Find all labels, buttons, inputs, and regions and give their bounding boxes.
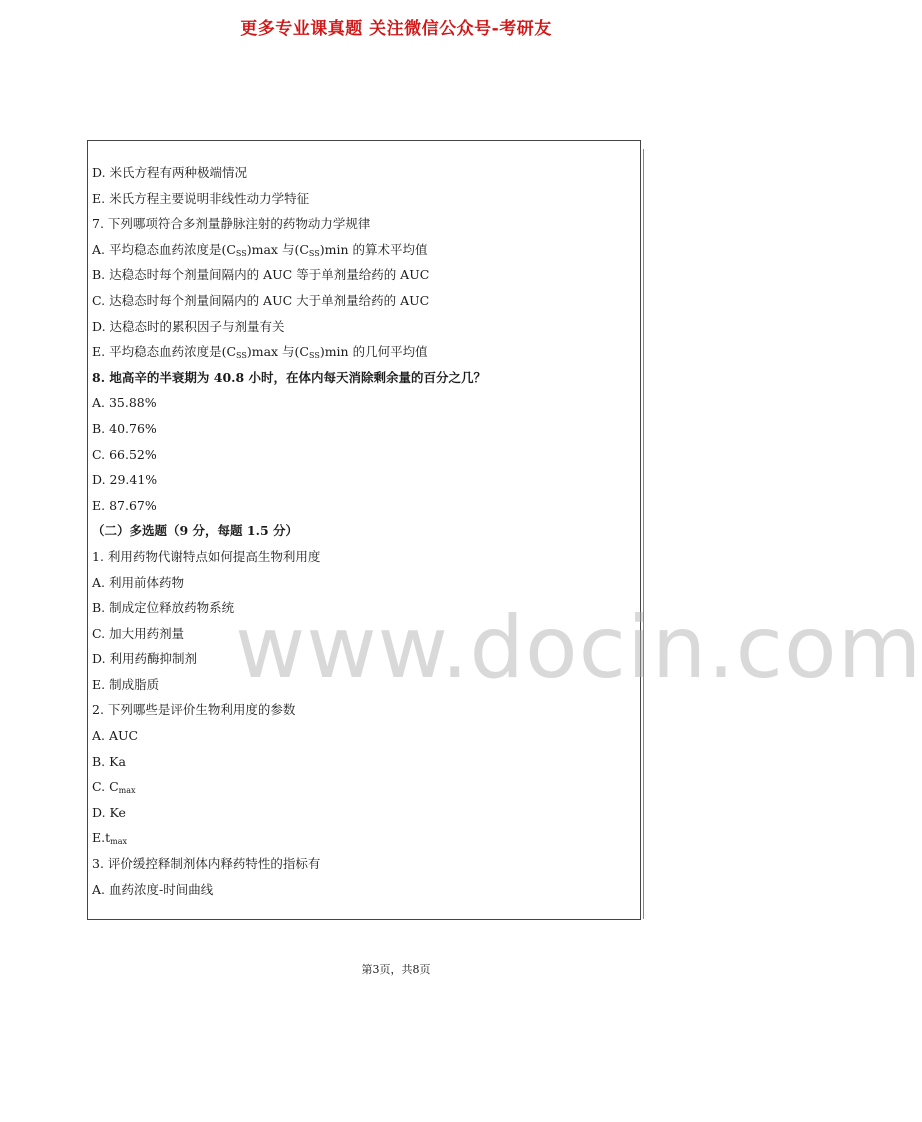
mc2-option-d: D. Ke [92,804,126,820]
mc-question-1: 1. 利用药物代谢特点如何提高生物利用度 [92,548,321,564]
question-8: 8. 地高辛的半衰期为 40.8 小时，在体内每天消除剩余量的百分之几？ [92,369,487,385]
mc3-option-a: A. 血药浓度-时间曲线 [92,881,214,897]
mc2-option-e: $E.t_{max}$ [92,830,127,847]
q7-option-a: A. 平均稳态血药浓度是$(C_{SS})\max$ 与$(C_{SS})\min$ 的算术平均值 [92,241,428,258]
mc1-option-b: B. 制成定位释放药物系统 [92,600,235,616]
q8-option-d: D. 29.41% [92,472,158,488]
question-7: 7. 下列哪项符合多剂量静脉注射的药物动力学规律 [92,216,371,232]
q8-option-c: C. 66.52% [92,446,157,462]
q7-option-c: C. 达稳态时每个剂量间隔内的 AUC 大于单剂量给药的 AUC [92,292,430,308]
q7-option-e: E. 平均稳态血药浓度是$(C_{SS})\max$ 与$(C_{SS})\min$ 的几何平均值 [92,344,428,361]
page-number: 第3页，共8页 [361,963,431,976]
q7-option-b: B. 达稳态时每个剂量间隔内的 AUC 等于单剂量给药的 AUC [92,267,430,283]
q8-option-e: E. 87.67% [92,497,157,513]
mc2-option-a: A. AUC [92,728,139,744]
q7-option-d: D. 达稳态时的累积因子与剂量有关 [92,318,285,334]
mc2-option-b: B. Ka [92,753,126,769]
mc2-option-c: C. $C_{max}$ [92,779,136,796]
option-d-michaelis: D. 米氏方程有两种极端情况 [92,165,248,180]
docin-watermark: www.docin.com [235,598,922,698]
q8-option-a: A. 35.88% [92,395,157,411]
option-e-michaelis: E. 米氏方程主要说明非线性动力学特征 [92,190,310,206]
mc1-option-a: A. 利用前体药物 [92,574,184,590]
q8-option-b: B. 40.76% [92,420,157,436]
exam-content [92,160,632,902]
mc1-option-d: D. 利用药酶抑制剂 [92,651,198,667]
mc-question-2: 2. 下列哪些是评价生物利用度的参数 [92,702,296,718]
section-multiple-choice-heading: （二）多选题（9 分，每题 1.5 分） [92,523,299,539]
promo-banner: 更多专业课真题 关注微信公众号-考研友 [240,19,552,39]
mc1-option-c: C. 加大用药剂量 [92,625,185,641]
mc-question-3: 3. 评价缓控释制剂体内释药特性的指标有 [92,856,321,872]
mc1-option-e: E. 制成脂质 [92,676,160,692]
